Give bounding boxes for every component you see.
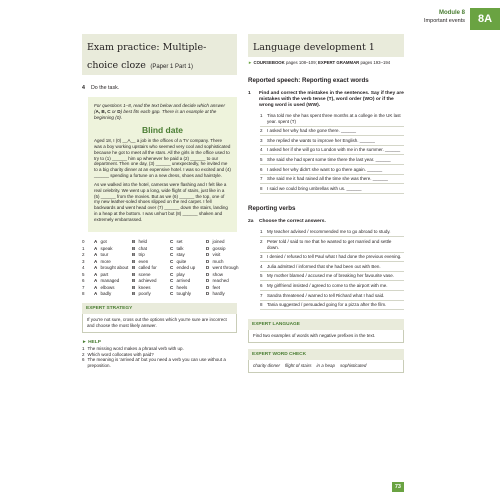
answer-option: D gossip — [206, 245, 226, 251]
option-number: 4 — [82, 265, 85, 271]
unit-code-badge: 8A — [470, 8, 500, 30]
section-heading-reported-speech: Reported speech: Reporting exact words — [248, 76, 369, 84]
option-number: 1 — [82, 245, 85, 251]
word-check-word: flight of stairs — [285, 362, 312, 368]
exercise-2a-heading: 2a Choose the correct answers. — [248, 218, 326, 224]
exercise-2a-list — [260, 228, 404, 310]
option-number: 2 — [82, 252, 85, 258]
answer-option: C stay — [170, 252, 185, 258]
word-check-word: charity dinner — [253, 362, 281, 368]
answer-option: C play — [170, 271, 185, 277]
answer-option: C ended up — [170, 265, 196, 271]
exercise-1-item: 4 I asked her if she will go to London with me in the summer. ______ — [260, 146, 404, 156]
exercise-1-item: 3 She replied she wants to improve her English. ______ — [260, 136, 404, 146]
help-arrow-icon: ► — [82, 339, 87, 345]
answer-options-grid — [82, 239, 237, 297]
answer-option: A managed — [94, 278, 120, 284]
answer-option: B even — [132, 258, 149, 264]
help-item: 2 Which word collocates with paid? — [82, 351, 154, 357]
cloze-instructions: For questions 1–8, read the text below and decide which answer (A, B, C or D) best fits each gap. There is an example at the beginning (0). — [94, 103, 226, 120]
exercise-2a-item: 7 Sandra threatened / warned to tell Richard what I had said. — [260, 291, 404, 301]
answer-option: A part — [94, 271, 109, 277]
left-title: Exam practice: Multiple-choice cloze — [87, 42, 207, 71]
exercise-2a-item: 4 Julia admitted / informed that she had been out with Ben. — [260, 262, 404, 272]
answer-option: C talk — [170, 245, 184, 251]
option-number: 7 — [82, 284, 85, 290]
exercise-2a-item: 6 My girlfriend insisted / agreed to come to the airport with me. — [260, 281, 404, 291]
word-check-heading: EXPERT WORD CHECK — [248, 349, 404, 360]
language-text: Find two examples of words with negative prefixes in the text. — [248, 330, 404, 343]
option-number: 0 — [82, 239, 85, 245]
exercise-2a-item: 8 Tania suggested / persuaded going for a pizza after the film. — [260, 301, 404, 311]
help-item: 1 The missing word makes a phrasal verb with up. — [82, 345, 184, 351]
task-text: Do the task. — [90, 85, 120, 91]
unit-name: Important events — [424, 18, 465, 24]
task-instruction — [82, 85, 237, 91]
help-item: 6 The meaning is 'arrived at' but you need a verb you can use without a preposition. — [82, 357, 226, 369]
exercise-2a-item: 3 I denied / refused to tell Paul what I had done the previous evening. — [260, 253, 404, 263]
strategy-heading: EXPERT STRATEGY — [82, 303, 237, 314]
expert-word-check-box — [248, 349, 404, 373]
language-heading: EXPERT LANGUAGE — [248, 319, 404, 330]
option-number: 6 — [82, 278, 85, 284]
left-column — [82, 34, 237, 369]
answer-option: D joined — [206, 239, 225, 245]
right-column — [248, 34, 404, 373]
exercise-2a-item: 2 Peter told / said to me that he wanted to get married and settle down. — [260, 237, 404, 252]
answer-option: B achieved — [132, 278, 157, 284]
exercise-1-item: 7 She said me it had rained all the time she was there. ______ — [260, 175, 404, 185]
exercise-1-item: 8 I said we could bring umbrellas with us. ______ — [260, 184, 404, 194]
reading-text-box — [88, 97, 237, 232]
answer-option: C quite — [170, 258, 187, 264]
answer-option: D reached — [206, 278, 229, 284]
help-heading: ► HELP — [82, 339, 101, 345]
option-number: 3 — [82, 258, 85, 264]
module-number: Module 8 — [438, 10, 465, 16]
page-number: 73 — [392, 482, 404, 492]
answer-option: D feet — [206, 284, 221, 290]
story-text — [94, 138, 231, 222]
exercise-2a-item: 1 My teacher advised / recommended me to go abroad to study. — [260, 228, 404, 238]
exercise-1-item: 2 I asked her why had she gone there. ______ — [260, 127, 404, 137]
exercise-1-item: 1 Tina told me she has spent three months at a college in the UK last year. spent (T) — [260, 112, 404, 127]
answer-option: A brought about — [94, 265, 129, 271]
unit-text — [424, 8, 470, 30]
answer-option: D hardly — [206, 291, 225, 297]
exercise-1-list — [260, 112, 404, 194]
reference-line: ► COURSEBOOK pages 108–109; EXPERT GRAMMAR pages 193–194 — [248, 60, 391, 65]
answer-option: B called for — [132, 265, 157, 271]
answer-option: C set — [170, 239, 183, 245]
expert-language-box — [248, 319, 404, 343]
section-heading-reporting-verbs: Reporting verbs — [248, 204, 296, 212]
answer-option: A elbows — [94, 284, 115, 290]
word-check-word: sophisticated — [340, 362, 367, 368]
left-title-bar — [82, 34, 237, 75]
answer-option: A more — [94, 258, 111, 264]
answer-option: A got — [94, 239, 107, 245]
answer-option: B poorly — [132, 291, 151, 297]
expert-strategy-box — [82, 303, 237, 333]
option-number: 5 — [82, 271, 85, 277]
page-header — [424, 8, 500, 30]
answer-option: C toughly — [170, 291, 192, 297]
exercise-1-heading: 1 Find and correct the mistakes in the sentences. Say if they are mistakes with the verb tense (T), word order (WO) or if the wrong word is used (WW). — [248, 90, 404, 108]
left-subtitle: (Paper 1 Part 1) — [150, 64, 194, 70]
exercise-2a-item: 5 My mother blamed / accused me of breaking her favourite vase. — [260, 272, 404, 282]
answer-option: D visit — [206, 252, 221, 258]
answer-option: D much — [206, 258, 224, 264]
word-check-word: in a heap — [316, 362, 336, 368]
answer-option: C heels — [170, 284, 188, 290]
answer-option: A speak — [94, 245, 113, 251]
story-paragraph: Aged 18, I (0) __A__ a job in the offices of a TV company. There was a boy working upstairs who seemed very cool and sophisticated because he got to meet all the stars. All the girls in the office used to try to (1) ______ him up whenever he paid a (2) ______ to our department. Then one day, (3) ______ unexpectedly, he invited me to a big charity dinner at an expensive hotel. I was so excited and (4) ______ spending a fortune on a new dress, shoes and hairstyle. — [94, 138, 231, 178]
right-title: Language development 1 — [253, 42, 375, 53]
answer-option: D show — [206, 271, 224, 277]
answer-option: D went through — [206, 265, 239, 271]
option-number: 8 — [82, 291, 85, 297]
answer-option: B knees — [132, 284, 151, 290]
word-check-words — [248, 360, 404, 373]
answer-option: A tour — [94, 252, 109, 258]
right-title-bar — [248, 34, 404, 57]
story-title: Blind date — [141, 125, 184, 136]
answer-option: B held — [132, 239, 148, 245]
answer-option: B trip — [132, 252, 145, 258]
help-list — [82, 346, 237, 369]
answer-option: C arrived — [170, 278, 191, 284]
answer-option: B scene — [132, 271, 151, 277]
answer-option: A badly — [94, 291, 112, 297]
triangle-icon: ► — [248, 60, 253, 65]
story-paragraph: As we walked into the hotel, cameras were flashing and I felt like a real celebrity. We went up a long, wide flight of stairs, just like in a (5) ______ from the movies. But as we (6) ______ the top, one of my new leather-soled shoes slipped on the red carpet. I fell backwards and went head over (7) ______ down the stairs, landing in a heap at the bottom. I was unhurt but (8) ______ shaken and extremely embarrassed. — [94, 182, 228, 222]
task-number: 4 — [82, 85, 85, 91]
answer-option: B chat — [132, 245, 148, 251]
exercise-1-item: 5 She said she had spent some time there the last year. ______ — [260, 155, 404, 165]
exercise-1-item: 6 I asked her why didn't she want to go there again. ______ — [260, 165, 404, 175]
strategy-text: If you're not sure, cross out the options which you're sure are incorrect and choose the most likely answer. — [82, 314, 237, 333]
